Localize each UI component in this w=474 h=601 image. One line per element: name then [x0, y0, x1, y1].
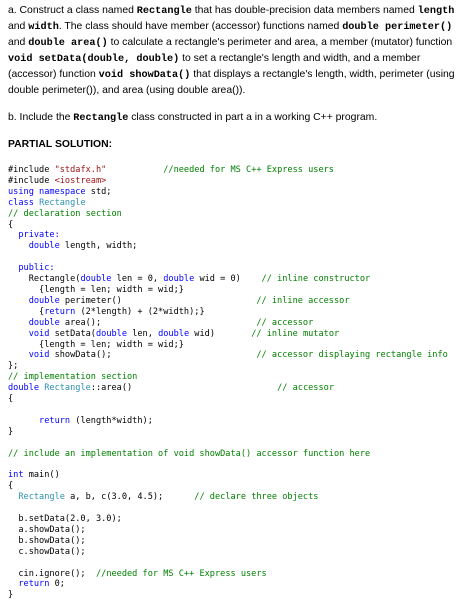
code-term: Rectangle	[73, 113, 129, 124]
code-token: private:	[8, 230, 60, 241]
code-token: void	[8, 328, 50, 339]
code-token: b.showData();	[8, 535, 86, 546]
code-token: perimeter()	[59, 295, 122, 306]
code-token: Rectangle(	[8, 274, 81, 285]
code-token: double	[95, 328, 128, 339]
code-token: setData(	[49, 328, 96, 339]
code-token: // accessor	[101, 317, 314, 328]
code-token: Rectangle	[8, 492, 65, 503]
code-token: // inline accessor	[121, 295, 350, 306]
part-b-text: b. Include the	[8, 112, 74, 123]
code-token: public:	[8, 263, 55, 274]
code-token: cin.ignore();	[8, 568, 96, 579]
code-token: // inline mutator	[215, 328, 340, 339]
part-a-text: that displays a rectangle's length, width, perimeter (using double perimeter()), and area (using double area()).	[8, 69, 455, 96]
part-a-text: to set a rectangle's length and width, and a member (accessor) function	[8, 53, 421, 80]
part-a-text: and	[8, 21, 29, 32]
code-token: (length*width);	[70, 415, 153, 426]
code-token: double	[8, 317, 60, 328]
code-token: double	[80, 274, 112, 285]
code-token: // accessor	[132, 383, 334, 394]
code-token: b.setData(2.0, 3.0);	[8, 514, 122, 524]
code-term: Rectangle	[136, 6, 192, 17]
code-token: main()	[23, 470, 60, 481]
code-token: {	[8, 394, 14, 405]
code-term: void setData(double, double)	[8, 54, 180, 65]
code-term: void showData()	[98, 70, 191, 81]
code-token: using namespace	[8, 186, 86, 197]
code-token: {length = len; width = wid;}	[8, 284, 184, 295]
code-token: int	[8, 470, 24, 481]
code-token: }	[8, 590, 14, 601]
code-token: return	[8, 579, 50, 590]
part-b-text: class constructed in part a in a working C++ program.	[128, 112, 378, 123]
code-token: (2*length) + (2*width);}	[75, 306, 205, 317]
partial-solution-heading: PARTIAL SOLUTION:	[8, 139, 113, 150]
code-term: double area()	[28, 38, 108, 49]
code-token: wid = 0)	[194, 274, 241, 285]
code-token: //needed for MS C++ Express users	[106, 165, 334, 175]
code-token: #include	[8, 165, 55, 175]
code-token: length, width;	[59, 241, 138, 252]
code-token: {length = len; width = wid;}	[8, 339, 184, 350]
code-token: // inline constructor	[240, 274, 371, 285]
code-token: wid)	[189, 328, 215, 339]
code-token: showData();	[49, 350, 112, 361]
code-token: double	[158, 328, 190, 339]
code-token: double	[8, 383, 40, 394]
code-token: };	[8, 361, 19, 372]
code-token: // include an implementation of void showData() accessor function here	[8, 448, 371, 459]
code-token: class	[8, 197, 34, 208]
part-a-paragraph	[8, 3, 470, 98]
code-token: // declaration section	[8, 208, 122, 219]
code-token: Rectangle	[39, 197, 86, 208]
code-token: c.showData();	[8, 546, 86, 557]
code-listing	[8, 165, 472, 601]
part-a-text: that has double-precision data members named	[191, 5, 418, 16]
part-a-text: to calculate a rectangle's perimeter and area, a member (mutator) function	[107, 37, 453, 48]
code-token: <iostream>	[54, 175, 107, 186]
code-token: return	[8, 415, 71, 426]
part-b-paragraph	[8, 110, 470, 126]
code-token: a, b, c(3.0, 4.5);	[64, 492, 164, 503]
code-token: // implementation section	[8, 372, 138, 383]
code-token: area();	[59, 317, 102, 328]
code-token: double	[8, 295, 60, 306]
part-a-text: a. Construct a class named	[8, 5, 137, 16]
code-term: length	[417, 6, 455, 17]
code-token: return	[44, 306, 76, 317]
code-token: len = 0,	[111, 274, 164, 285]
code-token: 0;	[49, 579, 65, 590]
code-token: //needed for MS C++ Express users	[95, 568, 267, 579]
code-token: double	[163, 274, 195, 285]
code-token: void	[8, 350, 50, 361]
code-token: #include	[8, 175, 55, 186]
code-token: }	[8, 426, 14, 437]
code-token: double	[8, 241, 60, 252]
code-token: std;	[85, 186, 112, 197]
code-token: // accessor displaying rectangle info	[111, 350, 448, 361]
code-term: double perimeter()	[342, 22, 453, 33]
part-a-text: . The class should have member (accessor) functions named	[58, 21, 343, 32]
code-token: ::area()	[90, 383, 133, 394]
code-token: a.showData();	[8, 524, 86, 535]
code-token: len,	[127, 328, 159, 339]
code-token: {	[8, 306, 45, 317]
code-token: {	[8, 481, 14, 492]
code-token: "stdafx.h"	[54, 165, 107, 175]
code-token: {	[8, 219, 14, 230]
code-token: // declare three objects	[163, 492, 319, 503]
code-term: width	[28, 22, 59, 33]
part-a-text: and	[8, 37, 29, 48]
code-token: Rectangle	[44, 383, 91, 394]
